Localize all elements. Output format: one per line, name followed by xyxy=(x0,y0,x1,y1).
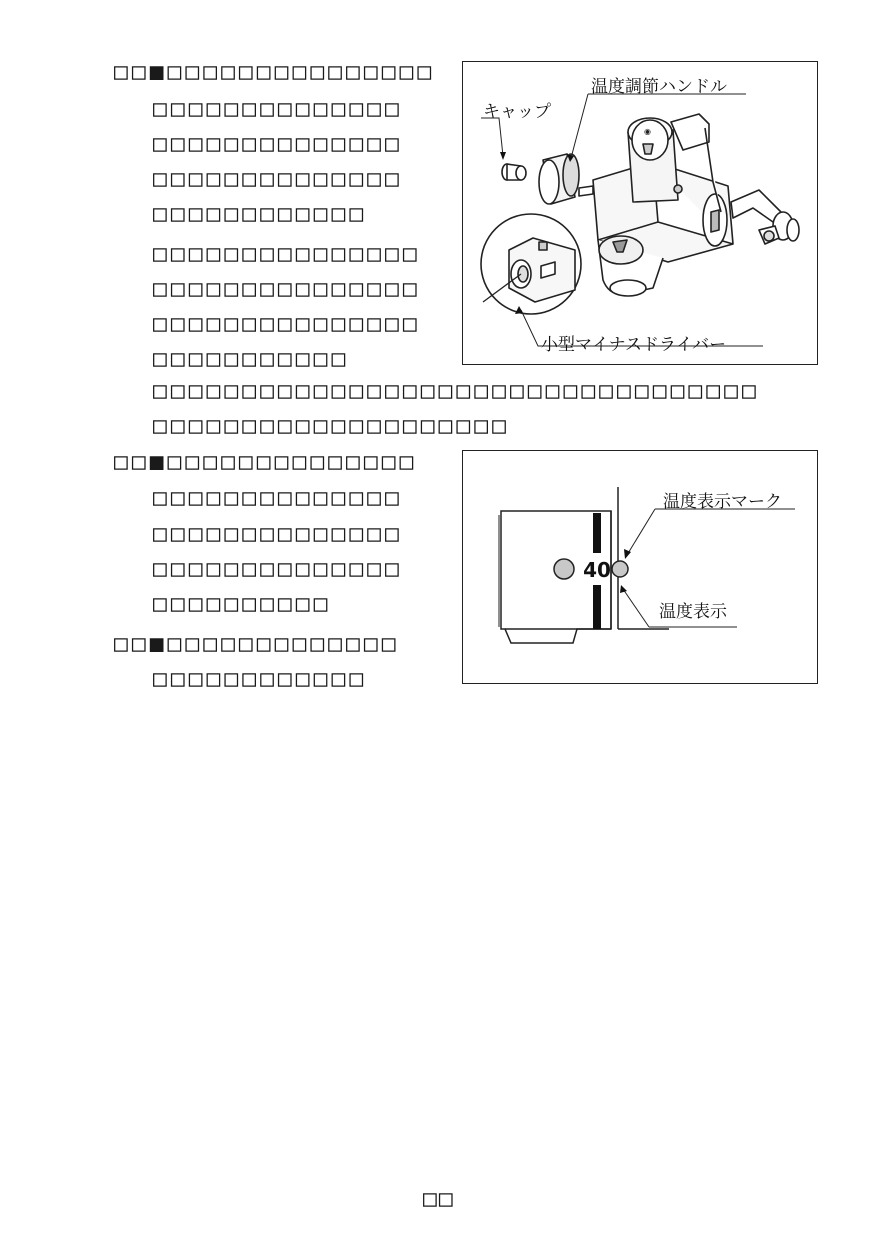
temperature-mark-label: 温度表示マーク xyxy=(663,492,782,512)
text-line: □□□□□□□□□□ xyxy=(153,591,332,617)
text-line: □□□□□□□□□□□□□□□ xyxy=(153,276,421,302)
text-line: □□□□□□□□□□□□ xyxy=(153,201,368,227)
text-line: □□□□□□□□□□□□□□ xyxy=(153,556,403,582)
section-3-heading: □□■□□□□□□□□□□□□□ xyxy=(114,631,400,657)
screwdriver-label: 小型マイナスドライバー xyxy=(541,335,727,355)
text-line: □□□□□□□□□□□□□□ xyxy=(153,131,403,157)
svg-text:◉: ◉ xyxy=(644,127,651,136)
figure-temperature-indicator xyxy=(462,450,818,684)
text-line: □□□□□□□□□□□□□□□□□□□□□□□□□□□□□□□□□□ xyxy=(153,378,760,404)
text-line: □□□□□□□□□□□□□□ xyxy=(153,166,403,192)
figure-temperature-handle xyxy=(462,61,818,365)
text-line: □□□□□□□□□□□□□□ xyxy=(153,96,403,122)
text-line: □□□□□□□□□□□□ xyxy=(153,666,368,692)
text-line: □□□□□□□□□□□□□□ xyxy=(153,521,403,547)
text-line: □□□□□□□□□□□ xyxy=(153,346,350,372)
text-line: □□□□□□□□□□□□□□ xyxy=(153,485,403,511)
section-1-heading: □□■□□□□□□□□□□□□□□□ xyxy=(114,59,436,85)
indicator-illustration xyxy=(463,451,817,683)
temperature-display-label: 温度表示 xyxy=(659,602,727,622)
section-2-heading: □□■□□□□□□□□□□□□□□ xyxy=(114,449,418,475)
page-number: □□ xyxy=(423,1186,455,1212)
temperature-handle-label: 温度調節ハンドル xyxy=(591,77,727,97)
text-line: □□□□□□□□□□□□□□□□□□□□ xyxy=(153,413,510,439)
cap-label: キャップ xyxy=(483,102,551,122)
text-line: □□□□□□□□□□□□□□□ xyxy=(153,241,421,267)
text-line: □□□□□□□□□□□□□□□ xyxy=(153,311,421,337)
dial-value: 40 xyxy=(583,558,611,582)
